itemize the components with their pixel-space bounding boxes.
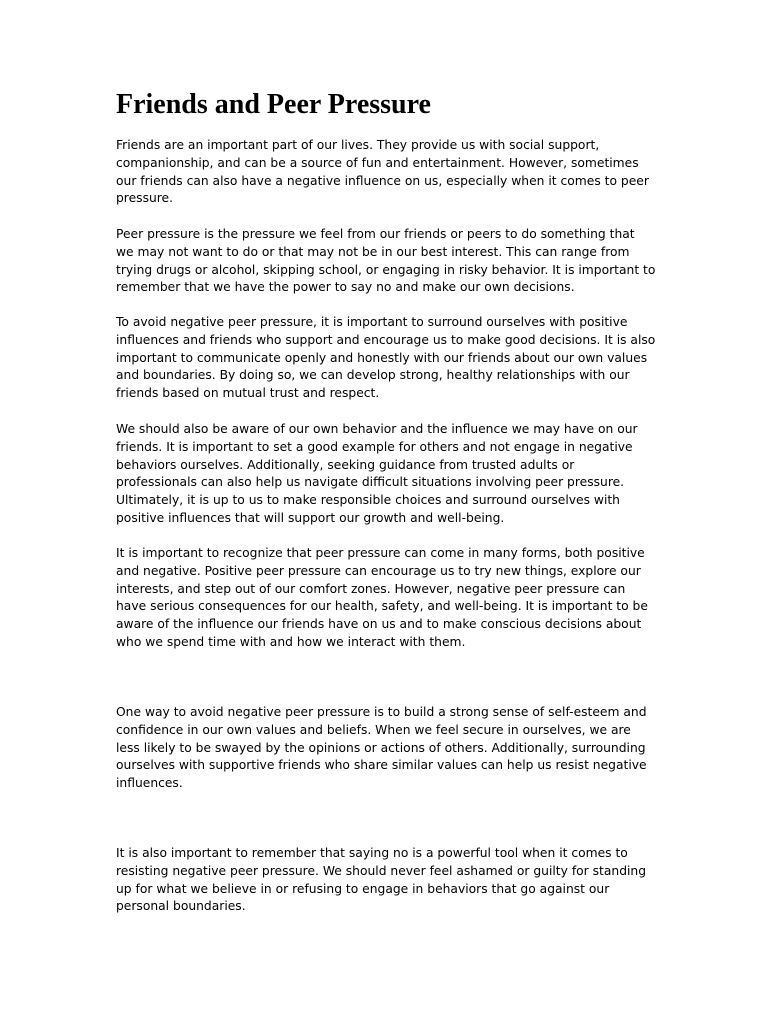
paragraph-4: We should also be aware of our own behavior and the influence we may have on our friends. It is important to set a good example for others and not engage in negative behaviors ourselves. Additionally, seeking guidance from trusted adults or professionals can also help us navigate difficult situations involving peer pressure. Ultimately, it is up to us to make responsible choices and surround ourselves with positive influences that will support our growth and well-being. [116,422,638,525]
paragraph-2: Peer pressure is the pressure we feel from our friends or peers to do something that we may not want to do or that may not be in our best interest. This can range from trying drugs or alcohol, skipping school, or engaging in risky behavior. It is important to remember that we have the power to say no and make our own decisions. [116,227,656,295]
document-title: Friends and Peer Pressure [116,89,431,120]
paragraph-7: It is also important to remember that saying no is a powerful tool when it comes to resisting negative peer pressure. We should never feel ashamed or guilty for standing up for what we believe in or refusing to engage in behaviors that go against our personal boundaries. [116,846,647,914]
paragraph-3: To avoid negative peer pressure, it is important to surround ourselves with positive influences and friends who support and encourage us to make good decisions. It is also important to communicate openly and honestly with our friends about our own values and boundaries. By doing so, we can develop strong, healthy relationships with our friends based on mutual trust and respect. [116,315,656,401]
paragraph-1: Friends are an important part of our lives. They provide us with social support, companionship, and can be a source of fun and entertainment. However, sometimes our friends can also have a negative influence on us, especially when it comes to peer pressure. [116,138,649,206]
paragraph-6: One way to avoid negative peer pressure is to build a strong sense of self-esteem and confidence in our own values and beliefs. When we feel secure in ourselves, we are less likely to be swayed by the opinions or actions of others. Additionally, surrounding ourselves with supportive friends who share similar values can help us resist negative influences. [116,705,647,791]
paragraph-5: It is important to recognize that peer pressure can come in many forms, both positive and negative. Positive peer pressure can encourage us to try new things, explore our interests, and step out of our comfort zones. However, negative peer pressure can have serious consequences for our health, safety, and well-being. It is important to be aware of the influence our friends have on us and to make conscious decisions about who we spend time with and how we interact with them. [116,546,648,649]
